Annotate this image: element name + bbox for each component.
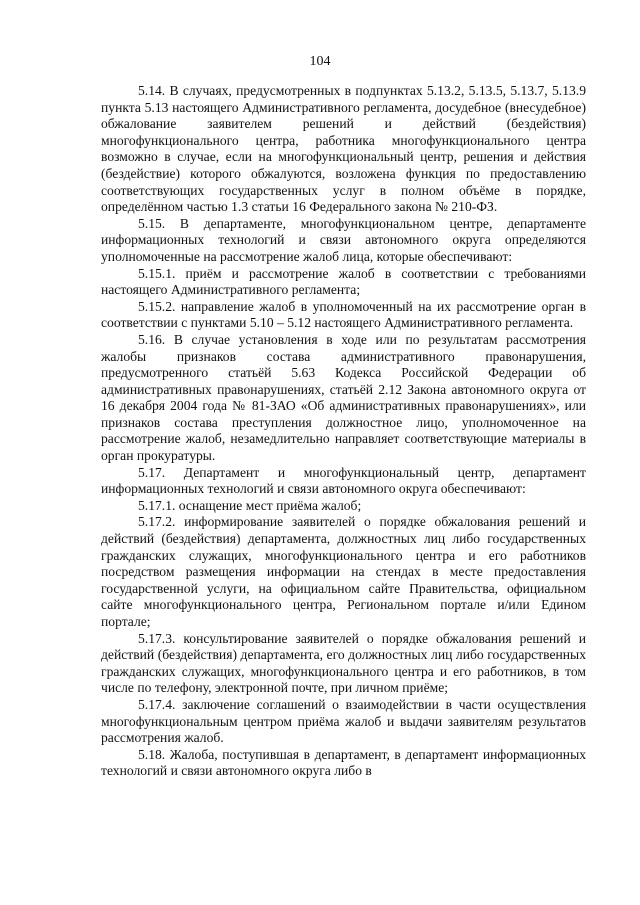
paragraph-5-18: 5.18. Жалоба, поступившая в департамент, в департамент информационных технологий и связи автономного округа либо в	[101, 746, 586, 779]
paragraph-5-14: 5.14. В случаях, предусмотренных в подпунктах 5.13.2, 5.13.5, 5.13.7, 5.13.9 пункта 5.13 настоящего Административного регламента, досудебное (внесудебное) обжалование заявителем решений и действий (бездействия) многофункционального центра, работника многофункционального центра возможно в случае, если на многофункциональный центр, решения и действия (бездействие) которого обжалуются, возложена функция по предоставлению соответствующих государственных услуг в полном объёме в порядке, определённом частью 1.3 статьи 16 Федерального закона № 210-ФЗ.	[101, 83, 586, 215]
paragraph-5-17: 5.17. Департамент и многофункциональный центр, департамент информационных технологий и связи автономного округа обеспечивают:	[101, 464, 586, 497]
document-body	[101, 83, 586, 780]
paragraph-5-15-2: 5.15.2. направление жалоб в уполномоченный на их рассмотрение орган в соответствии с пунктами 5.10 – 5.12 настоящего Административного регламента.	[101, 298, 586, 331]
paragraph-5-17-3: 5.17.3. консультирование заявителей о порядке обжалования решений и действий (бездействия) департамента, его должностных лиц либо государственных гражданских служащих, многофункционального центра и его работников, в том числе по телефону, электронной почте, при личном приёме;	[101, 630, 586, 696]
paragraph-5-16: 5.16. В случае установления в ходе или по результатам рассмотрения жалобы признаков состава административного правонарушения, предусмотренного статьёй 5.63 Кодекса Российской Федерации об административных правонарушениях, статьёй 2.12 Закона автономного округа от 16 декабря 2004 года № 81-ЗАО «Об административных правонарушениях», или признаков состава преступления должностное лицо, уполномоченное на рассмотрение жалоб, незамедлительно направляет соответствующие материалы в орган прокуратуры.	[101, 331, 586, 464]
paragraph-5-17-2: 5.17.2. информирование заявителей о порядке обжалования решений и действий (бездействия) департамента, должностных лиц либо государственных гражданских служащих, многофункционального центра и его работников посредством размещения информации на стендах в месте предоставления государственной услуги, на официальном сайте Правительства, официальном сайте многофункционального центра, Региональном портале и/или Едином портале;	[101, 514, 586, 629]
paragraph-5-17-4: 5.17.4. заключение соглашений о взаимодействии в части осуществления многофункциональным центром приёма жалоб и выдачи заявителям результатов рассмотрения жалоб.	[101, 696, 586, 746]
paragraph-5-15-1: 5.15.1. приём и рассмотрение жалоб в соответствии с требованиями настоящего Административного регламента;	[101, 265, 586, 298]
paragraph-5-15: 5.15. В департаменте, многофункциональном центре, департаменте информационных технологий и связи автономного округа определяются уполномоченные на рассмотрение жалоб лица, которые обеспечивают:	[101, 215, 586, 264]
paragraph-5-17-1: 5.17.1. оснащение мест приёма жалоб;	[138, 497, 362, 513]
page-number: 104	[309, 54, 331, 69]
